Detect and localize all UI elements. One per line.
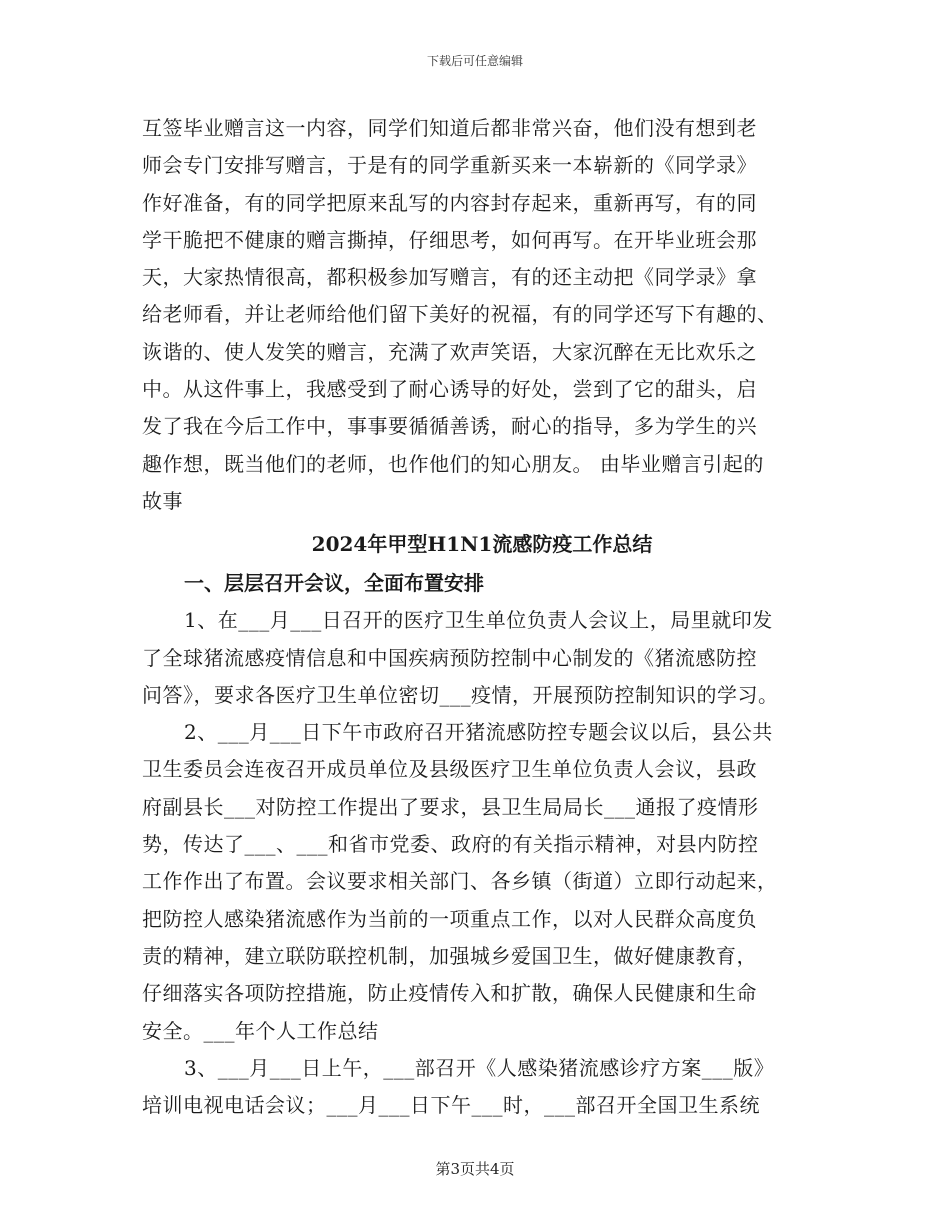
text-line: 培训电视电话会议；___月___日下午___时，___部召开全国卫生系统 xyxy=(142,1093,760,1118)
item-1-paragraph xyxy=(142,602,822,714)
text-line: 3、___月___日上午，___部召开《人感染猪流感诊疗方案___版》 xyxy=(184,1055,775,1080)
text-line: 府副县长___对防控工作提出了要求，县卫生局局长___通报了疫情形 xyxy=(142,794,759,819)
text-line: 工作作出了布置。会议要求相关部门、各乡镇（街道）立即行动起来， xyxy=(142,869,778,894)
page-number-footer: 第3页共4页 xyxy=(435,1160,515,1178)
text-line: 发了我在今后工作中，事事要循循善诱，耐心的指导，多为学生的兴 xyxy=(142,414,757,439)
text-line: 2、___月___日下午市政府召开猪流感防控专题会议以后，县公共 xyxy=(184,720,773,745)
text-line: 诙谐的、使人发笑的赠言，充满了欢声笑语，大家沉醉在无比欢乐之 xyxy=(142,339,757,364)
item-2-paragraph xyxy=(142,714,822,1050)
text-line: 师会专门安排写赠言，于是有的同学重新买来一本崭新的《同学录》 xyxy=(142,153,757,178)
text-line: 仔细落实各项防控措施，防止疫情传入和扩散，确保人民健康和生命 xyxy=(142,981,757,1006)
paragraph-graduation-story xyxy=(142,110,822,520)
text-line: 问答》，要求各医疗卫生单位密切___疫情，开展预防控制知识的学习。 xyxy=(142,682,779,707)
item-3-paragraph xyxy=(142,1050,822,1125)
page-header-note: 下载后可任意编辑 xyxy=(426,54,523,68)
text-line: 天，大家热情很高，都积极参加写赠言，有的还主动把《同学录》拿 xyxy=(142,265,757,290)
text-line: 中。从这件事上，我感受到了耐心诱导的好处，尝到了它的甜头，启 xyxy=(142,377,757,402)
text-line: 了全球猪流感疫情信息和中国疾病预防控制中心制发的《猪流感防控 xyxy=(142,645,757,670)
text-line: 给老师看，并让老师给他们留下美好的祝福，有的同学还写下有趣的、 xyxy=(142,302,778,327)
text-line: 作好准备，有的同学把原来乱写的内容封存起来，重新再写，有的同 xyxy=(142,190,757,215)
text-line: 把防控人感染猪流感作为当前的一项重点工作，以对人民群众高度负 xyxy=(142,906,757,931)
document-body xyxy=(142,110,822,1124)
text-line: 卫生委员会连夜召开成员单位及县级医疗卫生单位负责人会议，县政 xyxy=(142,757,757,782)
text-line: 故事 xyxy=(142,488,183,513)
text-line: 互签毕业赠言这一内容，同学们知道后都非常兴奋，他们没有想到老 xyxy=(142,116,757,140)
text-line: 责的精神，建立联防联控机制，加强城乡爱国卫生，做好健康教育， xyxy=(142,943,757,968)
text-line: 势，传达了___、___和省市党委、政府的有关指示精神，对县内防控 xyxy=(142,832,759,857)
text-line: 趣作想，既当他们的老师，也作他们的知心朋友。 由毕业赠言引起的 xyxy=(142,451,764,476)
document-title: 2024年甲型H1N1流感防疫工作总结 xyxy=(311,532,653,557)
section-heading: 一、层层召开会议，全面布置安排 xyxy=(184,571,484,596)
text-line: 1、在___月___日召开的医疗卫生单位负责人会议上，局里就印发 xyxy=(184,608,773,633)
text-line: 学干脆把不健康的赠言撕掉，仔细思考，如何再写。在开毕业班会那 xyxy=(142,227,757,252)
text-line: 安全。___年个人工作总结 xyxy=(142,1018,379,1043)
